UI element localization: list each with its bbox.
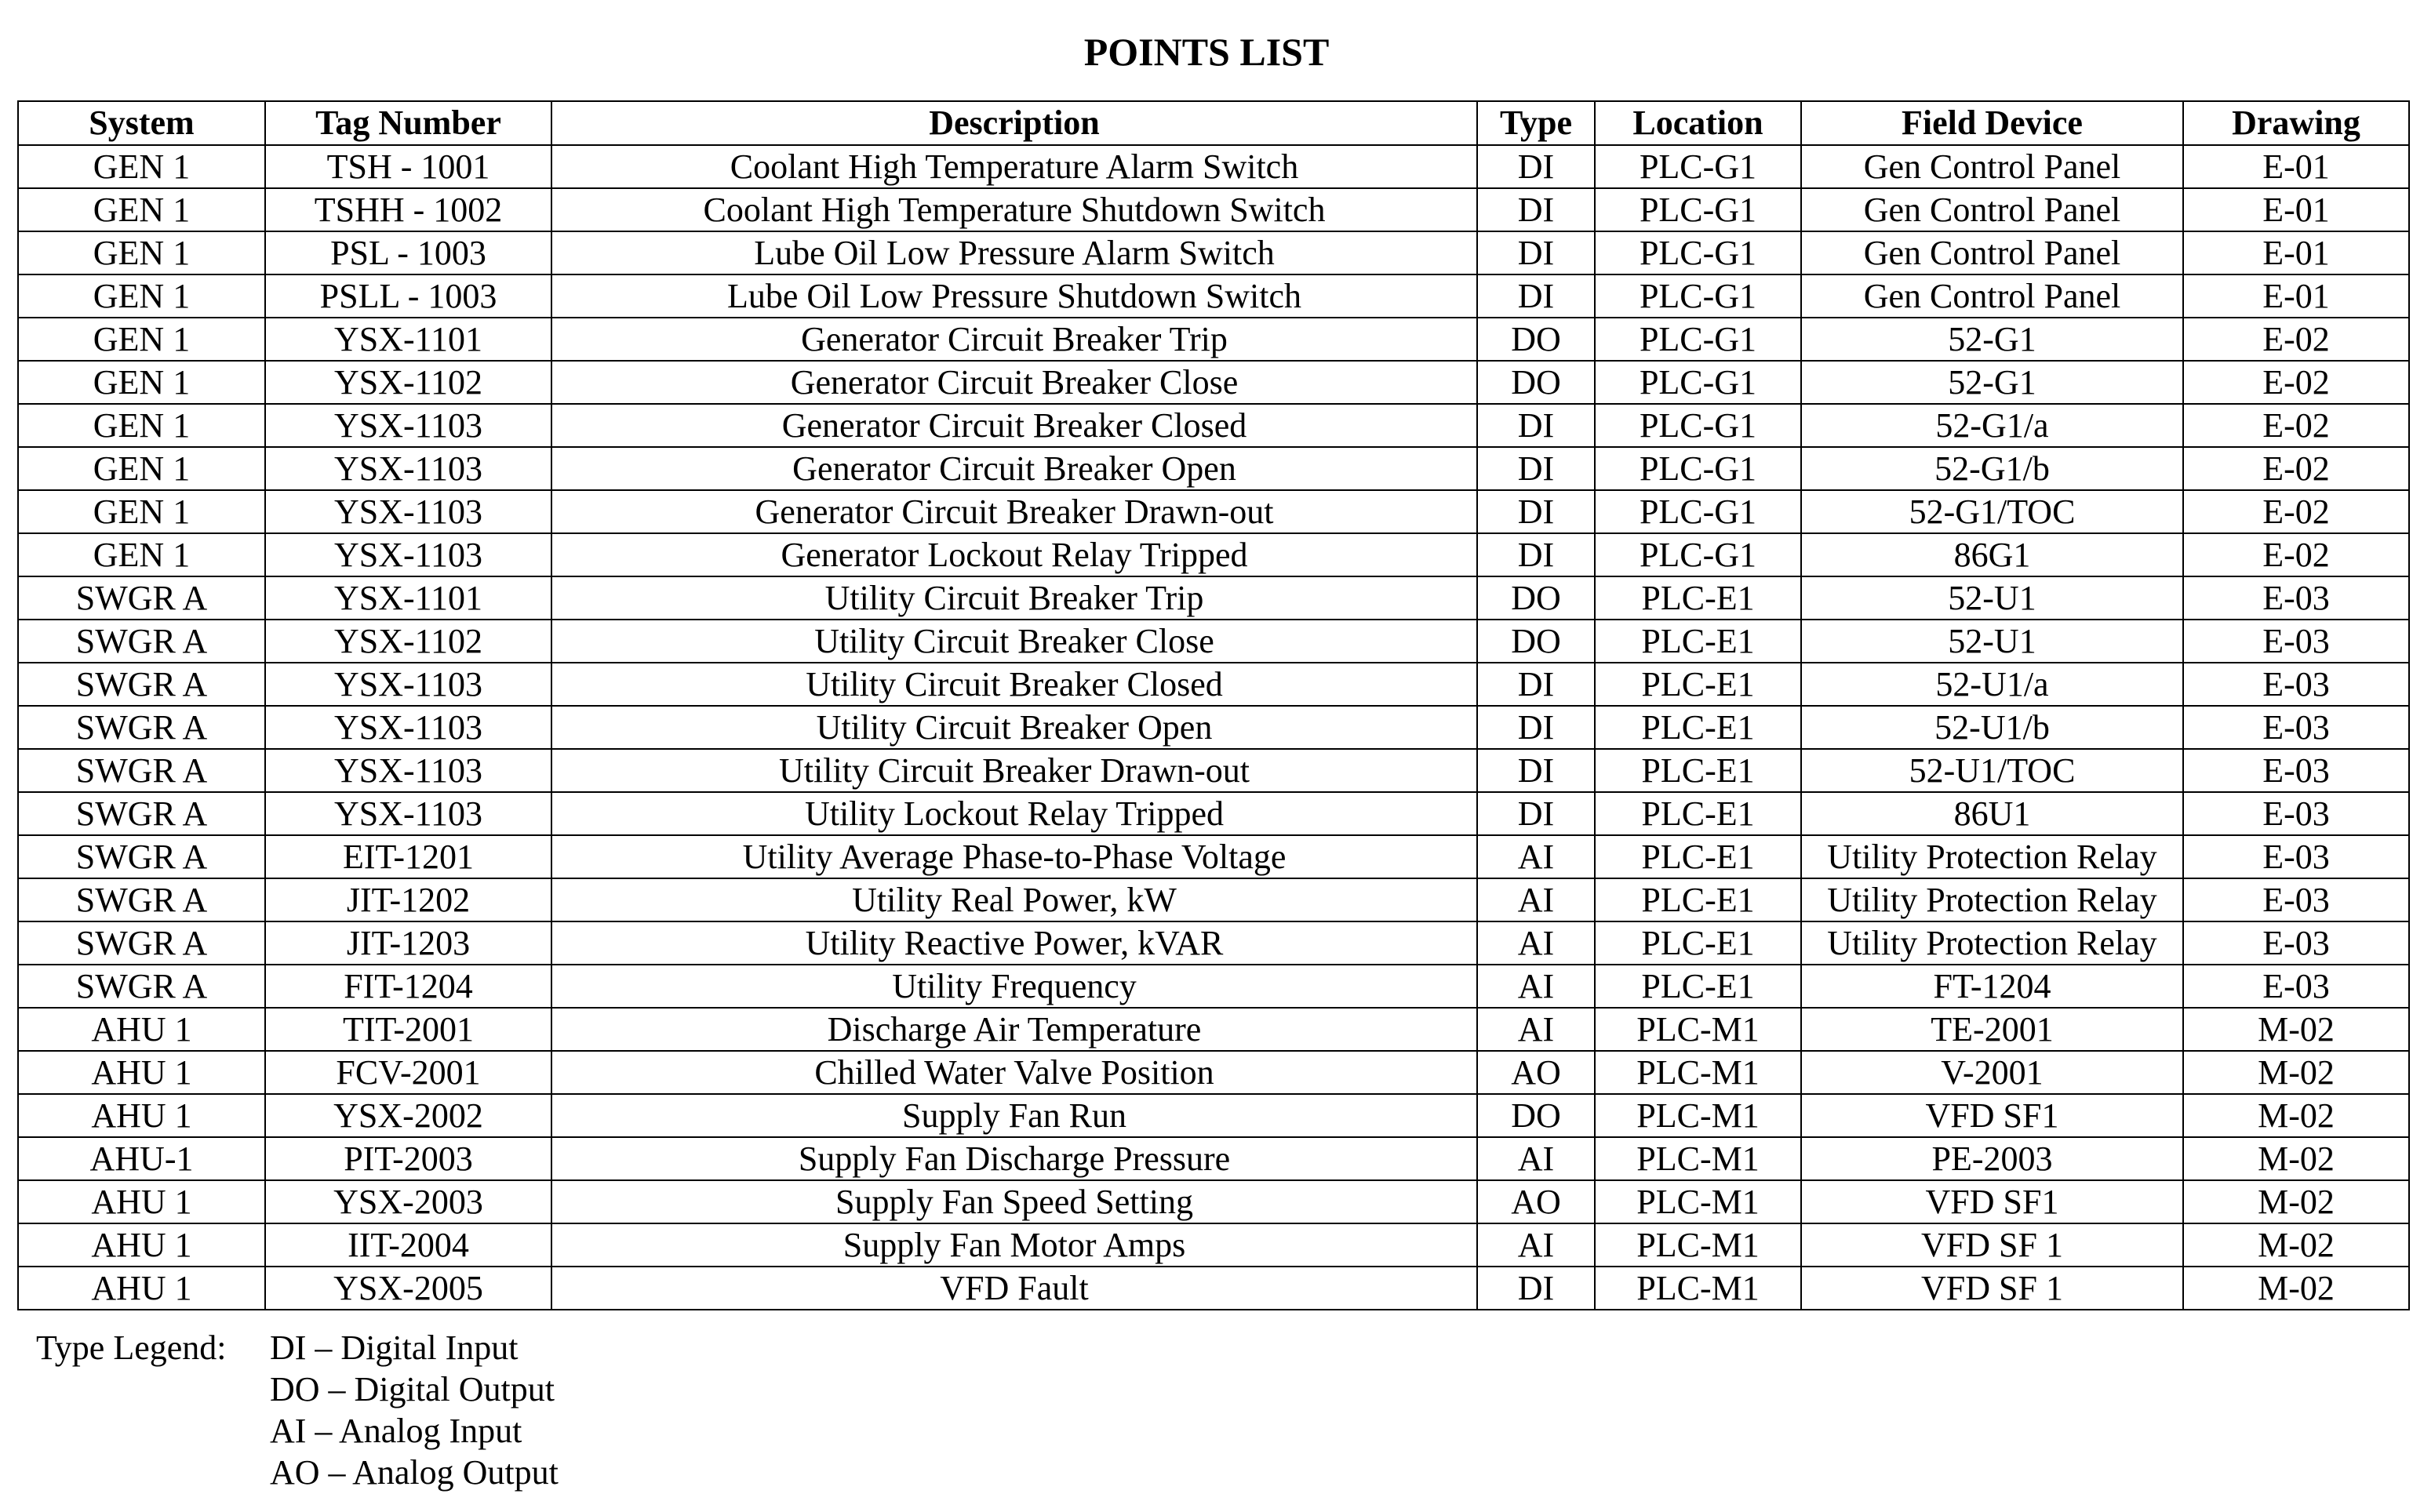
column-header-field-device: Field Device [1801, 101, 2183, 145]
cell-tag-number: JIT-1203 [265, 921, 551, 965]
cell-field-device: Gen Control Panel [1801, 274, 2183, 318]
cell-field-device: VFD SF1 [1801, 1180, 2183, 1223]
cell-type: DI [1477, 792, 1595, 835]
cell-tag-number: YSX-2005 [265, 1267, 551, 1310]
cell-system: AHU 1 [18, 1008, 265, 1051]
page-title: POINTS LIST [1083, 30, 1330, 74]
cell-tag-number: YSX-1103 [265, 447, 551, 490]
cell-location: PLC-E1 [1595, 921, 1801, 965]
table-row [18, 533, 2409, 576]
table-row [18, 1094, 2409, 1137]
cell-description: Generator Circuit Breaker Close [551, 361, 1477, 404]
cell-field-device: TE-2001 [1801, 1008, 2183, 1051]
cell-description: Chilled Water Valve Position [551, 1051, 1477, 1094]
cell-location: PLC-E1 [1595, 749, 1801, 792]
cell-system: SWGR A [18, 965, 265, 1008]
cell-location: PLC-M1 [1595, 1180, 1801, 1223]
cell-field-device: 52-G1 [1801, 361, 2183, 404]
cell-description: Utility Frequency [551, 965, 1477, 1008]
cell-type: DI [1477, 1267, 1595, 1310]
cell-tag-number: YSX-1103 [265, 533, 551, 576]
table-body [18, 145, 2409, 1310]
cell-location: PLC-G1 [1595, 231, 1801, 274]
cell-location: PLC-G1 [1595, 533, 1801, 576]
cell-tag-number: YSX-1101 [265, 318, 551, 361]
cell-description: Lube Oil Low Pressure Shutdown Switch [551, 274, 1477, 318]
table-row [18, 792, 2409, 835]
cell-type: AI [1477, 878, 1595, 921]
cell-field-device: 52-U1 [1801, 620, 2183, 663]
table-row [18, 1051, 2409, 1094]
legend-item-ai: AI – Analog Input [270, 1412, 522, 1450]
cell-tag-number: JIT-1202 [265, 878, 551, 921]
cell-location: PLC-E1 [1595, 576, 1801, 620]
cell-system: GEN 1 [18, 447, 265, 490]
cell-drawing: E-01 [2183, 145, 2409, 188]
cell-tag-number: TIT-2001 [265, 1008, 551, 1051]
cell-system: AHU-1 [18, 1137, 265, 1180]
cell-field-device: PE-2003 [1801, 1137, 2183, 1180]
table-row [18, 878, 2409, 921]
cell-location: PLC-E1 [1595, 792, 1801, 835]
table-row [18, 749, 2409, 792]
cell-tag-number: YSX-1102 [265, 620, 551, 663]
table-row [18, 145, 2409, 188]
cell-location: PLC-G1 [1595, 318, 1801, 361]
table-row [18, 1137, 2409, 1180]
cell-description: Generator Circuit Breaker Trip [551, 318, 1477, 361]
cell-location: PLC-E1 [1595, 965, 1801, 1008]
table-row [18, 274, 2409, 318]
table-row [18, 620, 2409, 663]
cell-system: GEN 1 [18, 231, 265, 274]
cell-field-device: 52-G1/a [1801, 404, 2183, 447]
table-row [18, 1267, 2409, 1310]
cell-field-device: FT-1204 [1801, 965, 2183, 1008]
table-row [18, 835, 2409, 878]
cell-location: PLC-G1 [1595, 274, 1801, 318]
cell-description: Generator Circuit Breaker Closed [551, 404, 1477, 447]
cell-description: Utility Circuit Breaker Drawn-out [551, 749, 1477, 792]
cell-location: PLC-M1 [1595, 1051, 1801, 1094]
cell-tag-number: FCV-2001 [265, 1051, 551, 1094]
cell-type: DO [1477, 318, 1595, 361]
cell-drawing: E-03 [2183, 878, 2409, 921]
cell-system: AHU 1 [18, 1051, 265, 1094]
cell-location: PLC-G1 [1595, 145, 1801, 188]
cell-system: GEN 1 [18, 188, 265, 231]
cell-field-device: 52-U1/TOC [1801, 749, 2183, 792]
legend-item-ao: AO – Analog Output [270, 1453, 559, 1492]
table-row [18, 447, 2409, 490]
cell-drawing: E-01 [2183, 188, 2409, 231]
cell-description: Coolant High Temperature Shutdown Switch [551, 188, 1477, 231]
cell-description: Utility Circuit Breaker Close [551, 620, 1477, 663]
cell-drawing: E-02 [2183, 533, 2409, 576]
cell-type: DO [1477, 361, 1595, 404]
table-row [18, 231, 2409, 274]
cell-tag-number: TSH - 1001 [265, 145, 551, 188]
cell-description: Utility Circuit Breaker Open [551, 706, 1477, 749]
cell-location: PLC-E1 [1595, 835, 1801, 878]
cell-drawing: M-02 [2183, 1008, 2409, 1051]
cell-system: SWGR A [18, 835, 265, 878]
cell-field-device: Utility Protection Relay [1801, 835, 2183, 878]
cell-drawing: E-03 [2183, 706, 2409, 749]
cell-drawing: E-03 [2183, 749, 2409, 792]
cell-tag-number: TSHH - 1002 [265, 188, 551, 231]
cell-system: GEN 1 [18, 533, 265, 576]
cell-field-device: 52-U1/a [1801, 663, 2183, 706]
cell-drawing: E-02 [2183, 490, 2409, 533]
cell-tag-number: YSX-1101 [265, 576, 551, 620]
cell-system: AHU 1 [18, 1180, 265, 1223]
cell-location: PLC-E1 [1595, 706, 1801, 749]
cell-type: DI [1477, 404, 1595, 447]
cell-field-device: 52-G1 [1801, 318, 2183, 361]
table-row [18, 1180, 2409, 1223]
cell-drawing: E-03 [2183, 921, 2409, 965]
cell-type: AI [1477, 835, 1595, 878]
cell-drawing: M-02 [2183, 1137, 2409, 1180]
cell-drawing: E-02 [2183, 361, 2409, 404]
cell-type: DI [1477, 188, 1595, 231]
cell-tag-number: YSX-1103 [265, 404, 551, 447]
cell-location: PLC-M1 [1595, 1094, 1801, 1137]
cell-location: PLC-G1 [1595, 188, 1801, 231]
column-header-drawing: Drawing [2183, 101, 2409, 145]
table-row [18, 663, 2409, 706]
cell-drawing: E-02 [2183, 318, 2409, 361]
cell-description: Supply Fan Speed Setting [551, 1180, 1477, 1223]
cell-description: Discharge Air Temperature [551, 1008, 1477, 1051]
cell-description: Generator Lockout Relay Tripped [551, 533, 1477, 576]
cell-field-device: 52-G1/b [1801, 447, 2183, 490]
cell-tag-number: FIT-1204 [265, 965, 551, 1008]
cell-system: GEN 1 [18, 274, 265, 318]
table-row [18, 706, 2409, 749]
cell-drawing: M-02 [2183, 1180, 2409, 1223]
table-row [18, 1223, 2409, 1267]
legend-item-di: DI – Digital Input [270, 1328, 519, 1367]
cell-field-device: 86G1 [1801, 533, 2183, 576]
cell-type: DI [1477, 663, 1595, 706]
cell-type: DO [1477, 576, 1595, 620]
cell-location: PLC-M1 [1595, 1137, 1801, 1180]
cell-system: SWGR A [18, 706, 265, 749]
cell-tag-number: IIT-2004 [265, 1223, 551, 1267]
table-row [18, 921, 2409, 965]
cell-system: GEN 1 [18, 145, 265, 188]
cell-description: Utility Lockout Relay Tripped [551, 792, 1477, 835]
cell-type: DI [1477, 749, 1595, 792]
cell-type: DO [1477, 1094, 1595, 1137]
cell-description: VFD Fault [551, 1267, 1477, 1310]
cell-description: Utility Circuit Breaker Closed [551, 663, 1477, 706]
cell-drawing: E-01 [2183, 274, 2409, 318]
cell-system: GEN 1 [18, 361, 265, 404]
column-header-system: System [18, 101, 265, 145]
cell-type: AI [1477, 965, 1595, 1008]
cell-system: SWGR A [18, 576, 265, 620]
cell-description: Coolant High Temperature Alarm Switch [551, 145, 1477, 188]
cell-description: Generator Circuit Breaker Drawn-out [551, 490, 1477, 533]
points-table [17, 100, 2410, 1310]
cell-location: PLC-E1 [1595, 663, 1801, 706]
cell-field-device: 52-U1/b [1801, 706, 2183, 749]
cell-system: GEN 1 [18, 318, 265, 361]
cell-type: AI [1477, 1223, 1595, 1267]
cell-description: Utility Circuit Breaker Trip [551, 576, 1477, 620]
cell-drawing: E-02 [2183, 447, 2409, 490]
cell-tag-number: PSL - 1003 [265, 231, 551, 274]
cell-type: AI [1477, 921, 1595, 965]
table-row [18, 576, 2409, 620]
cell-system: SWGR A [18, 663, 265, 706]
cell-type: DI [1477, 706, 1595, 749]
cell-tag-number: YSX-1103 [265, 792, 551, 835]
cell-tag-number: YSX-1103 [265, 490, 551, 533]
cell-location: PLC-M1 [1595, 1267, 1801, 1310]
cell-drawing: E-03 [2183, 965, 2409, 1008]
table-row [18, 490, 2409, 533]
cell-field-device: 86U1 [1801, 792, 2183, 835]
cell-tag-number: PIT-2003 [265, 1137, 551, 1180]
cell-location: PLC-G1 [1595, 447, 1801, 490]
cell-type: DI [1477, 490, 1595, 533]
cell-type: AO [1477, 1180, 1595, 1223]
cell-tag-number: YSX-1102 [265, 361, 551, 404]
column-header-tag-number: Tag Number [265, 101, 551, 145]
header-row [18, 101, 2409, 145]
cell-drawing: E-03 [2183, 835, 2409, 878]
cell-location: PLC-G1 [1595, 361, 1801, 404]
cell-type: AI [1477, 1008, 1595, 1051]
cell-tag-number: YSX-2002 [265, 1094, 551, 1137]
cell-tag-number: YSX-2003 [265, 1180, 551, 1223]
table-row [18, 188, 2409, 231]
cell-description: Lube Oil Low Pressure Alarm Switch [551, 231, 1477, 274]
table-row [18, 1008, 2409, 1051]
cell-drawing: E-02 [2183, 404, 2409, 447]
cell-location: PLC-E1 [1595, 878, 1801, 921]
cell-system: SWGR A [18, 792, 265, 835]
cell-drawing: E-03 [2183, 663, 2409, 706]
cell-location: PLC-G1 [1595, 404, 1801, 447]
cell-description: Supply Fan Motor Amps [551, 1223, 1477, 1267]
cell-field-device: V-2001 [1801, 1051, 2183, 1094]
cell-description: Utility Real Power, kW [551, 878, 1477, 921]
cell-location: PLC-M1 [1595, 1008, 1801, 1051]
cell-location: PLC-G1 [1595, 490, 1801, 533]
cell-system: AHU 1 [18, 1094, 265, 1137]
cell-field-device: Gen Control Panel [1801, 145, 2183, 188]
table-row [18, 318, 2409, 361]
cell-field-device: 52-G1/TOC [1801, 490, 2183, 533]
column-header-type: Type [1477, 101, 1595, 145]
cell-system: SWGR A [18, 921, 265, 965]
cell-tag-number: EIT-1201 [265, 835, 551, 878]
cell-tag-number: YSX-1103 [265, 749, 551, 792]
cell-drawing: E-03 [2183, 620, 2409, 663]
cell-field-device: VFD SF1 [1801, 1094, 2183, 1137]
cell-description: Supply Fan Run [551, 1094, 1477, 1137]
cell-field-device: Utility Protection Relay [1801, 878, 2183, 921]
cell-field-device: 52-U1 [1801, 576, 2183, 620]
cell-system: AHU 1 [18, 1267, 265, 1310]
column-header-location: Location [1595, 101, 1801, 145]
cell-system: GEN 1 [18, 404, 265, 447]
table-row [18, 965, 2409, 1008]
cell-field-device: Gen Control Panel [1801, 231, 2183, 274]
cell-drawing: M-02 [2183, 1051, 2409, 1094]
table-row [18, 361, 2409, 404]
column-header-description: Description [551, 101, 1477, 145]
cell-type: DI [1477, 145, 1595, 188]
cell-type: DI [1477, 447, 1595, 490]
table-header [18, 101, 2409, 145]
cell-tag-number: YSX-1103 [265, 706, 551, 749]
cell-description: Utility Average Phase-to-Phase Voltage [551, 835, 1477, 878]
cell-field-device: VFD SF 1 [1801, 1223, 2183, 1267]
cell-type: DI [1477, 533, 1595, 576]
cell-drawing: E-01 [2183, 231, 2409, 274]
cell-system: SWGR A [18, 749, 265, 792]
cell-type: AO [1477, 1051, 1595, 1094]
cell-system: SWGR A [18, 878, 265, 921]
cell-type: DI [1477, 231, 1595, 274]
cell-field-device: Utility Protection Relay [1801, 921, 2183, 965]
legend-items [270, 1327, 559, 1493]
cell-type: DO [1477, 620, 1595, 663]
cell-field-device: VFD SF 1 [1801, 1267, 2183, 1310]
cell-drawing: E-03 [2183, 576, 2409, 620]
cell-location: PLC-M1 [1595, 1223, 1801, 1267]
cell-type: DI [1477, 274, 1595, 318]
cell-system: GEN 1 [18, 490, 265, 533]
cell-drawing: M-02 [2183, 1223, 2409, 1267]
cell-location: PLC-E1 [1595, 620, 1801, 663]
cell-tag-number: YSX-1103 [265, 663, 551, 706]
cell-description: Utility Reactive Power, kVAR [551, 921, 1477, 965]
cell-drawing: E-03 [2183, 792, 2409, 835]
cell-system: AHU 1 [18, 1223, 265, 1267]
cell-drawing: M-02 [2183, 1267, 2409, 1310]
cell-type: AI [1477, 1137, 1595, 1180]
cell-description: Supply Fan Discharge Pressure [551, 1137, 1477, 1180]
cell-field-device: Gen Control Panel [1801, 188, 2183, 231]
legend-item-do: DO – Digital Output [270, 1370, 555, 1408]
table-row [18, 404, 2409, 447]
cell-drawing: M-02 [2183, 1094, 2409, 1137]
legend-label: Type Legend: [36, 1328, 227, 1367]
cell-description: Generator Circuit Breaker Open [551, 447, 1477, 490]
cell-system: SWGR A [18, 620, 265, 663]
cell-tag-number: PSLL - 1003 [265, 274, 551, 318]
